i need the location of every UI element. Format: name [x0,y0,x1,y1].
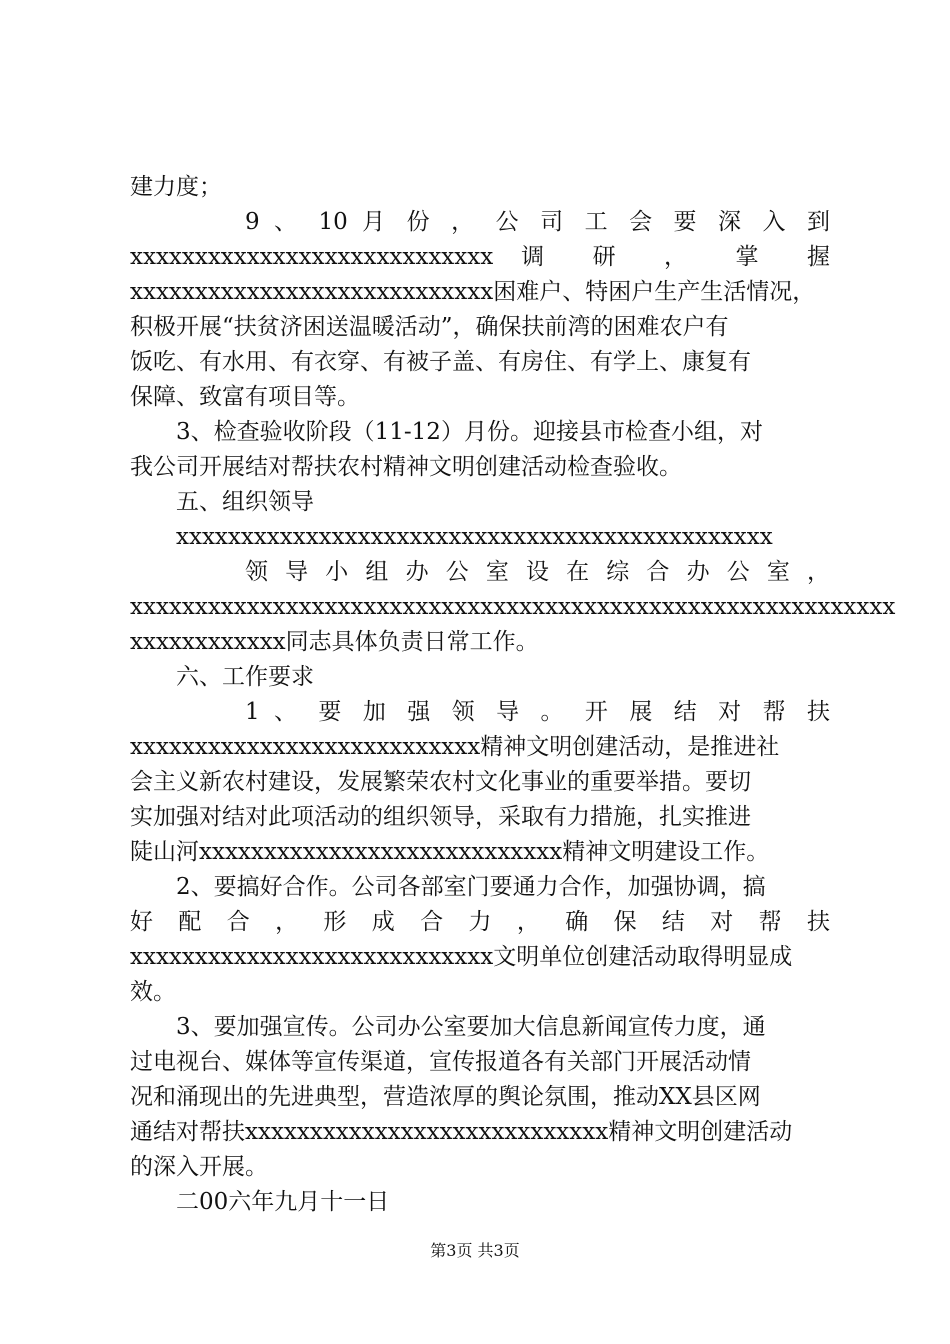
text-line: 饭吃、有水用、有衣穿、有被子盖、有房住、有学上、康复有 [130,349,751,375]
text-line: 好 配 合 ， 形 成 合 力 ， 确 保 结 对 帮 扶 [130,909,830,935]
text-line: 9 、 10 月 份 ， 公 司 工 会 要 深 入 到 [245,209,830,235]
text-line: 陡山河xxxxxxxxxxxxxxxxxxxxxxxxxxxx精神文明建设工作。 [130,839,770,865]
text-line: 领 导 小 组 办 公 室 设 在 综 合 办 公 室 ， [245,559,830,585]
text-line: xxxxxxxxxxxxxxxxxxxxxxxxxxxxxxxxxxxxxxxxxxxxxx [176,524,773,550]
text-line: xxxxxxxxxxxxxxxxxxxxxxxxxxxx困难户、特困户生产生活情况， [130,279,816,305]
text-line: 效。 [130,979,176,1005]
document-body [130,170,896,1220]
section-heading: 五、组织领导 [176,489,314,515]
text-line: xxxxxxxxxxxx同志具体负责日常工作。 [130,629,539,655]
page-footer: 第3页 共3页 [430,1241,520,1260]
text-line: 我公司开展结对帮扶农村精神文明创建活动检查验收。 [130,454,682,480]
text-line: 积极开展“扶贫济困送温暖活动”，确保扶前湾的困难农户有 [130,314,729,340]
text-line: 建力度； [130,174,222,200]
text-line: 况和涌现出的先进典型，营造浓厚的舆论氛围，推动XX县区网 [130,1084,761,1110]
text-line: xxxxxxxxxxxxxxxxxxxxxxxxxxxx 调 研 ， 掌 握 [130,244,830,270]
text-line: 3、检查验收阶段（11-12）月份。迎接县市检查小组，对 [176,419,763,445]
text-line: 过电视台、媒体等宣传渠道，宣传报道各有关部门开展活动情 [130,1049,751,1075]
text-line: 会主义新农村建设，发展繁荣农村文化事业的重要举措。要切 [130,769,751,795]
text-line: 2、要搞好合作。公司各部室门要通力合作，加强协调，搞 [176,874,766,900]
text-line: 3、要加强宣传。公司办公室要加大信息新闻宣传力度，通 [176,1014,766,1040]
text-line: 的深入开展。 [130,1154,268,1180]
text-line: 1 、 要 加 强 领 导 。 开 展 结 对 帮 扶 [245,699,830,725]
text-line: xxxxxxxxxxxxxxxxxxxxxxxxxxxx文明单位创建活动取得明显成 [130,944,793,970]
text-line: xxxxxxxxxxxxxxxxxxxxxxxxxxxxxxxxxxxxxxxxxxxxxxxxxxxxxxxxxxx [130,594,896,620]
date-line: 二00六年九月十一日 [176,1189,390,1215]
text-line: 保障、致富有项目等。 [130,384,360,410]
text-line: xxxxxxxxxxxxxxxxxxxxxxxxxxx精神文明创建活动，是推进社 [130,734,780,760]
text-line: 通结对帮扶xxxxxxxxxxxxxxxxxxxxxxxxxxxx精神文明创建活动 [130,1119,793,1145]
text-line: 实加强对结对此项活动的组织领导，采取有力措施，扎实推进 [130,804,751,830]
section-heading: 六、工作要求 [176,664,314,690]
